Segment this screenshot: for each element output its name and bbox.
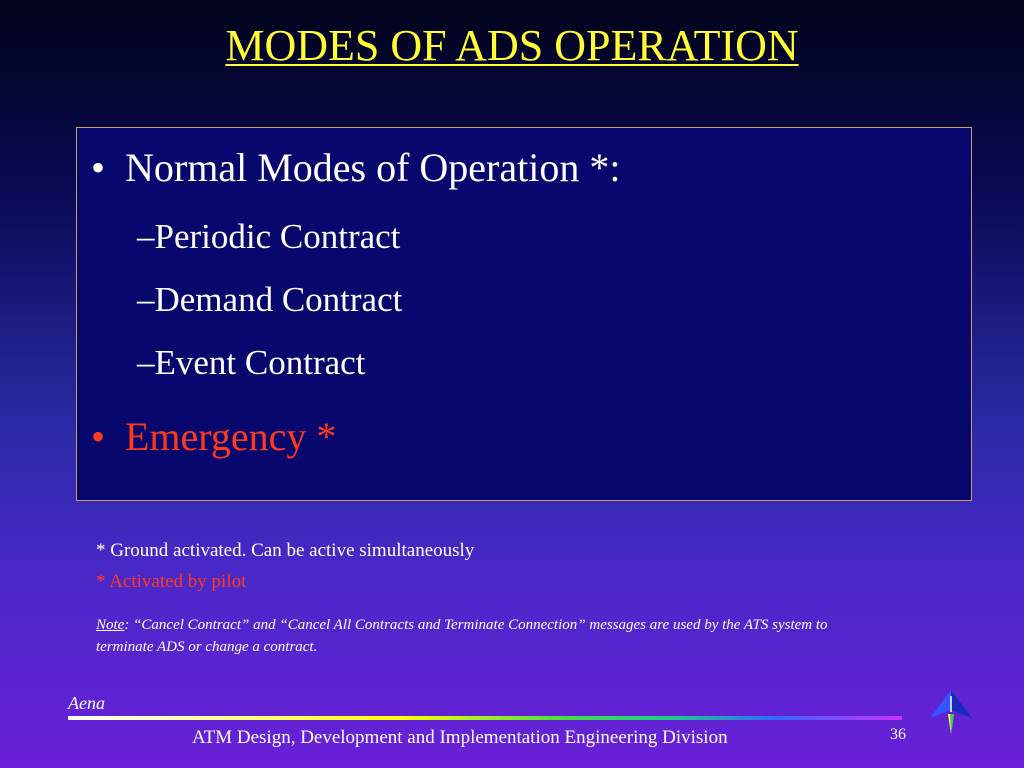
slide-title: MODES OF ADS OPERATION [225,21,799,70]
note-label: Note [96,617,125,633]
dash-marker: – [137,280,155,319]
compass-arrow-icon [926,688,976,736]
footer-divider [68,716,902,720]
bullet-normal-label: Normal Modes of Operation *: [125,145,621,190]
page-number: 36 [890,726,906,743]
dash-marker: – [137,343,155,382]
note-text [96,614,876,658]
division-name: ATM Design, Development and Implementation Engineering Division [192,727,728,748]
bullet-emergency [91,415,336,459]
footnote-pilot: * Activated by pilot [96,571,247,592]
bullet-emergency-label: Emergency * [125,414,337,459]
brand-label: Aena [68,693,105,713]
content-box [76,127,972,501]
subitem-demand [137,280,402,320]
bullet-marker: • [91,145,106,190]
note-body: : “Cancel Contract” and “Cancel All Contracts and Terminate Connection” messages are used by the ATS system to terminate ADS or change a contract. [96,617,828,655]
footnote-ground: * Ground activated. Can be active simultaneously [96,540,475,561]
subitem-event [137,343,365,383]
bullet-marker: • [91,414,106,459]
dash-marker: – [137,217,155,256]
bullet-normal-modes [91,146,620,190]
subitem-label: Demand Contract [154,280,403,319]
subitem-label: Periodic Contract [154,217,401,256]
subitem-label: Event Contract [154,343,366,382]
subitem-periodic [137,217,400,257]
